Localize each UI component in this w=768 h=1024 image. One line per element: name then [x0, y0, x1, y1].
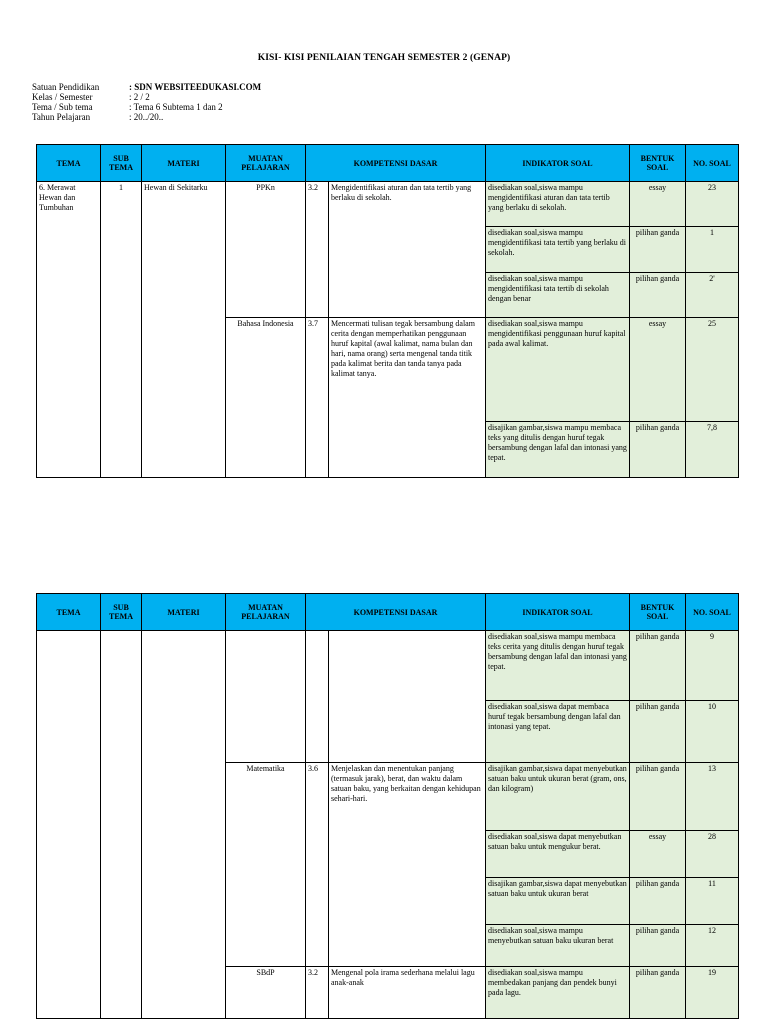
no-soal-cell: 2': [686, 273, 739, 318]
table-row: [37, 182, 739, 227]
bentuk-cell: pilihan ganda: [630, 701, 686, 763]
info-row-tema: [32, 102, 261, 112]
subtema-cell: [101, 631, 142, 1019]
kd-text: Mencermati tulisan tegak bersambung dalam cerita dengan memperhatikan penggunaan huruf kapital (awal kalimat, nama bulan dan hari, nama orang) serta mengenal tanda titik pada kalimat berita dan tanda tanya pada kalimat tanya.: [329, 318, 486, 478]
table-row: [37, 631, 739, 701]
indikator-cell: disediakan soal,siswa mampu membaca teks cerita yang ditulis dengan huruf tegak bersambung dengan lafal dan intonasi yang tepat.: [486, 631, 630, 701]
bentuk-cell: pilihan ganda: [630, 967, 686, 1019]
subtema-cell: 1: [101, 182, 142, 478]
info-value: : 2 / 2: [129, 92, 150, 102]
no-soal-cell: 13: [686, 763, 739, 831]
header-kd: KOMPETENSI DASAR: [306, 145, 486, 182]
muatan-cell: Bahasa Indonesia: [226, 318, 306, 478]
kd-number: 3.2: [306, 182, 329, 318]
kd-number: [306, 631, 329, 763]
table-header-row: [37, 594, 739, 631]
kd-number: 3.2: [306, 967, 329, 1019]
info-row-kelas: [32, 92, 261, 102]
header-materi: MATERI: [142, 145, 226, 182]
no-soal-cell: 11: [686, 878, 739, 925]
header-bentuk: BENTUK SOAL: [630, 594, 686, 631]
header-tema: TEMA: [37, 594, 101, 631]
header-muatan: MUATAN PELAJARAN: [226, 145, 306, 182]
header-indikator: INDIKATOR SOAL: [486, 145, 630, 182]
kd-text: [329, 631, 486, 763]
kd-number: 3.7: [306, 318, 329, 478]
bentuk-cell: pilihan ganda: [630, 925, 686, 967]
kd-text: Menjelaskan dan menentukan panjang (termasuk jarak), berat, dan waktu dalam satuan baku, yang berkaitan dengan kehidupan sehari-hari.: [329, 763, 486, 967]
no-soal-cell: 1: [686, 227, 739, 273]
indikator-cell: disediakan soal,siswa mampu mengidentifikasi penggunaan huruf kapital pada awal kalimat.: [486, 318, 630, 422]
no-soal-cell: 12: [686, 925, 739, 967]
bentuk-cell: pilihan ganda: [630, 631, 686, 701]
kisi-table-1: [36, 144, 739, 478]
bentuk-cell: pilihan ganda: [630, 763, 686, 831]
indikator-cell: disediakan soal,siswa mampu menyebutkan satuan baku ukuran berat: [486, 925, 630, 967]
header-no: NO. SOAL: [686, 594, 739, 631]
info-label: Tema / Sub tema: [32, 102, 93, 112]
bentuk-cell: essay: [630, 182, 686, 227]
muatan-cell: [226, 631, 306, 763]
tema-cell: 6. Merawat Hewan dan Tumbuhan: [37, 182, 101, 478]
info-value: : SDN WEBSITEEDUKASI.COM: [129, 82, 262, 92]
bentuk-cell: pilihan ganda: [630, 422, 686, 478]
indikator-cell: disajikan gambar,siswa dapat menyebutkan satuan baku untuk ukuran berat (gram, ons, dan kilogram): [486, 763, 630, 831]
bentuk-cell: pilihan ganda: [630, 227, 686, 273]
header-materi: MATERI: [142, 594, 226, 631]
materi-cell: Hewan di Sekitarku: [142, 182, 226, 478]
info-label: Kelas / Semester: [32, 92, 93, 102]
header-indikator: INDIKATOR SOAL: [486, 594, 630, 631]
indikator-cell: disediakan soal,siswa dapat membaca huruf tegak bersambung dengan lafal dan intonasi yang tepat.: [486, 701, 630, 763]
info-block: [32, 82, 261, 122]
bentuk-cell: essay: [630, 318, 686, 422]
no-soal-cell: 28: [686, 831, 739, 878]
header-subtema: SUB TEMA: [101, 145, 142, 182]
indikator-cell: disediakan soal,siswa mampu mengidentifikasi aturan dan tata tertib yang berlaku di sekolah.: [486, 182, 630, 227]
header-subtema: SUB TEMA: [101, 594, 142, 631]
muatan-cell: SBdP: [226, 967, 306, 1019]
no-soal-cell: 19: [686, 967, 739, 1019]
bentuk-cell: essay: [630, 831, 686, 878]
indikator-cell: disajikan gambar,siswa mampu membaca teks yang ditulis dengan huruf tegak bersambung dengan lafal dan intonasi yang tepat.: [486, 422, 630, 478]
info-row-satuan: [32, 82, 261, 92]
no-soal-cell: 10: [686, 701, 739, 763]
materi-cell: [142, 631, 226, 1019]
no-soal-cell: 23: [686, 182, 739, 227]
kisi-table-2: [36, 593, 739, 1019]
indikator-cell: disediakan soal,siswa dapat menyebutkan satuan baku untuk mengukur berat.: [486, 831, 630, 878]
info-value: : 20../20..: [129, 112, 164, 122]
indikator-cell: disediakan soal,siswa mampu mengidentifikasi tata tertib di sekolah dengan benar: [486, 273, 630, 318]
bentuk-cell: pilihan ganda: [630, 878, 686, 925]
header-no: NO. SOAL: [686, 145, 739, 182]
info-value: : Tema 6 Subtema 1 dan 2: [129, 102, 223, 112]
indikator-cell: disajikan gambar,siswa dapat menyebutkan satuan baku untuk ukuran berat: [486, 878, 630, 925]
header-kd: KOMPETENSI DASAR: [306, 594, 486, 631]
info-label: Satuan Pendidikan: [32, 82, 100, 92]
header-muatan: MUATAN PELAJARAN: [226, 594, 306, 631]
muatan-cell: Matematika: [226, 763, 306, 967]
indikator-cell: disediakan soal,siswa mampu mengidentifikasi tata tertib yang berlaku di sekolah.: [486, 227, 630, 273]
no-soal-cell: 9: [686, 631, 739, 701]
tema-cell: [37, 631, 101, 1019]
table-header-row: [37, 145, 739, 182]
indikator-cell: disediakan soal,siswa mampu membedakan panjang dan pendek bunyi pada lagu.: [486, 967, 630, 1019]
no-soal-cell: 7,8: [686, 422, 739, 478]
header-bentuk: BENTUK SOAL: [630, 145, 686, 182]
document-title: KISI- KISI PENILAIAN TENGAH SEMESTER 2 (GENAP): [257, 53, 511, 63]
info-row-tahun: [32, 112, 261, 122]
kd-text: Mengenal pola irama sederhana melalui lagu anak-anak: [329, 967, 486, 1019]
no-soal-cell: 25: [686, 318, 739, 422]
header-tema: TEMA: [37, 145, 101, 182]
info-label: Tahun Pelajaran: [32, 112, 91, 122]
muatan-cell: PPKn: [226, 182, 306, 318]
kd-text: Mengidentifikasi aturan dan tata tertib yang berlaku di sekolah.: [329, 182, 486, 318]
kd-number: 3.6: [306, 763, 329, 967]
bentuk-cell: pilihan ganda: [630, 273, 686, 318]
